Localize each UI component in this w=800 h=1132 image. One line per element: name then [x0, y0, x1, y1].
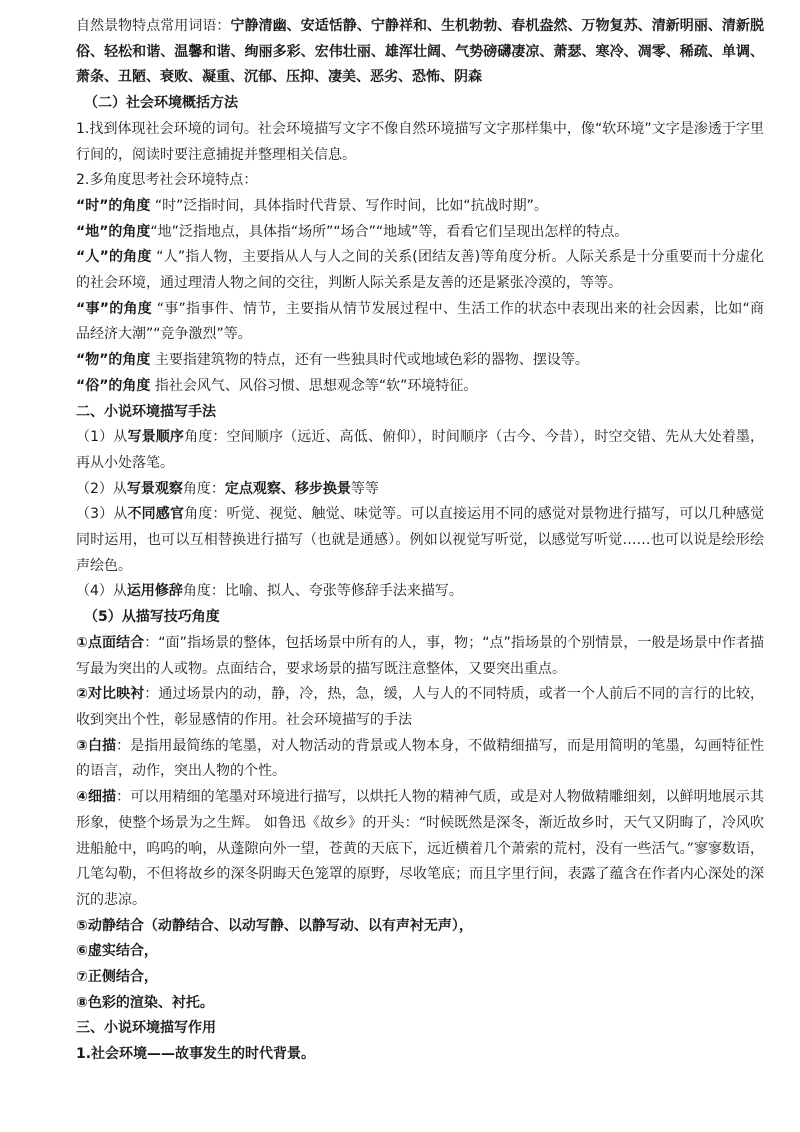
angle-custom-text: 指社会风气、风俗习惯、思想观念等“软”环境特征。	[150, 377, 478, 394]
technique-5-pre: （5）从	[84, 609, 136, 626]
angle-place-label: “地”的角度	[76, 223, 151, 240]
angle-custom-label: “俗”的角度	[76, 377, 151, 394]
technique-3-text: 角度：听觉、视觉、触觉、味觉等。可以直接运用不同的感觉对景物进行描写，可以几种感觉同时运用，也可以互相替换进行描写（也就是通感）。例如以视觉写听觉，以感觉写听觉……也可以说是绘形绘声绘色。	[76, 506, 764, 574]
angle-custom	[76, 374, 764, 400]
effects-heading: 三、小说环境描写作用	[76, 1020, 216, 1037]
technique-4-text: 角度：比喻、拟人、夸张等修辞手法来描写。	[182, 583, 463, 600]
technique-1-key: 写景顺序	[127, 429, 185, 446]
technique-3-pre: （3）从	[76, 506, 128, 523]
technique-2	[76, 477, 764, 503]
angle-event-text: “事”指事件、情节，主要指从情节发展过程中、生活工作的状态中表现出来的社会因素，比如“商品经济大潮”“竞争激烈”等。	[76, 300, 764, 343]
technique-2-text: 等等	[350, 480, 379, 497]
angle-place	[76, 220, 764, 246]
angle-object-text: 主要指建筑物的特点，还有一些独具时代或地域色彩的器物、摆设等。	[150, 352, 589, 369]
technique-1	[76, 425, 764, 476]
technique-item-detail-label: ④细描	[76, 789, 117, 806]
technique-5	[76, 605, 764, 631]
angle-object-label: “物”的角度	[76, 352, 151, 369]
natural-words-list: 宁静清幽、安适恬静、宁静祥和、生机勃勃、春机盎然、万物复苏、清新明丽、清新脱俗、轻松和谐、温馨和谐、绚丽多彩、宏伟壮丽、雄浑壮阔、气势磅礴凄凉、萧瑟、寒冷、凋零、稀疏、单调、萧条、丑陋、衰败、凝重、沉郁、压抑、凄美、恶劣、恐怖、阴森	[76, 18, 765, 86]
technique-item-detail-conclusion: 寥寥数语，几笔勾勒，不但将故乡的深冬阴晦天色笼罩的原野，尽收笔底；而且字里行间，表露了蕴含在作者内心深处的深沉的悲凉。	[76, 840, 765, 908]
technique-3	[76, 502, 764, 579]
technique-item-contrast	[76, 682, 764, 733]
social-method-point-2: 2.多角度思考社会环境特点：	[76, 172, 258, 189]
technique-item-point-area-label: ①点面结合	[76, 634, 145, 651]
technique-2-mid: 角度：	[182, 480, 225, 497]
technique-item-sketch-label: ③白描	[76, 737, 117, 754]
angle-time	[76, 194, 764, 220]
social-method-point-1: 1.找到体现社会环境的词句。社会环境描写文字不像自然环境描写文字那样集中，像“软环境”文字是渗透于字里行间的，阅读时要注意捕捉并整理相关信息。	[76, 120, 764, 163]
angle-time-text: “时”泛指时间，具体指时代背景、写作时间，比如“抗战时期”。	[150, 197, 548, 214]
angle-person	[76, 245, 764, 296]
technique-item-real-virtual: ⑥虚实结合，	[76, 943, 158, 960]
technique-4-key: 运用修辞	[126, 583, 183, 600]
technique-4	[76, 579, 764, 605]
natural-words-label: 自然景物特点常用词语：	[76, 18, 231, 34]
technique-item-direct-indirect: ⑦正侧结合，	[76, 969, 158, 986]
techniques-heading: 二、小说环境描写手法	[76, 403, 216, 420]
technique-item-detail-text: ：可以用精细的笔墨对环境进行描写，以烘托人物的精神气质，或是对人物做精雕细刻，以鲜明地展示其形象，使整个场景为之生辉。	[76, 789, 765, 831]
technique-2-key: 写景观察	[126, 480, 183, 497]
angle-person-text: “人”指人物，主要指从人与人之间的关系(团结友善)等角度分析。人际关系是十分重要而十分虚化的社会环境，通过理清人物之间的交往，判断人际关系是友善的还是紧张冷漠的，等等。	[76, 249, 764, 292]
technique-item-contrast-label: ②对比映衬	[76, 686, 145, 703]
technique-item-color: ⑧色彩的渲染、衬托。	[76, 994, 214, 1011]
technique-2-pre: （2）从	[76, 480, 127, 497]
technique-item-sketch	[76, 734, 764, 785]
technique-item-point-area-text: ：“面”指场景的整体，包括场景中所有的人，事，物；“点”指场景的个别情景，一般是场景中作者描写最为突出的人或物。点面结合，要求场景的描写既注意整体，又要突出重点。	[76, 634, 765, 677]
natural-words-paragraph	[76, 14, 764, 91]
technique-1-pre: （1）从	[76, 429, 128, 446]
technique-item-detail	[76, 785, 764, 914]
technique-1-text: 角度：空间顺序（远近、高低、俯仰），时间顺序（古今、今昔），时空交错、先从大处着墨，再从小处落笔。	[76, 429, 764, 471]
angle-person-label: “人”的角度	[76, 249, 152, 266]
angle-place-text: “地”泛指地点，具体指“场所”“场合”“地域”等，看看它们呈现出怎样的特点。	[150, 223, 629, 240]
effects-point-1: 1.社会环境——故事发生的时代背景。	[76, 1046, 316, 1063]
angle-object	[76, 348, 764, 374]
technique-item-contrast-text: ：通过场景内的动，静，冷，热，急，缓，人与人的不同特质，或者一个人前后不同的言行的比较，收到突出个性，彰显感情的作用。社会环境描写的手法	[76, 686, 765, 728]
technique-3-key: 不同感官	[127, 506, 185, 523]
angle-time-label: “时”的角度	[76, 197, 151, 214]
technique-item-sketch-text: ：是指用最简练的笔墨，对人物活动的背景或人物本身，不做精细描写，而是用简明的笔墨，勾画特征性的语言，动作，突出人物的个性。	[76, 737, 765, 780]
angle-event-label: “事”的角度	[76, 300, 153, 317]
technique-2-key2: 定点观察、移步换景	[224, 480, 351, 497]
technique-4-pre: （4）从	[76, 583, 127, 600]
social-method-heading: （二）社会环境概括方法	[84, 95, 238, 112]
guxiang-quote: 如鲁迅《故乡》的开头：“时候既然是深冬，渐近故乡时，天气又阴晦了，冷风吹进船舱中，呜呜的响，从蓬隙向外一望，苍黄的天底下，远近横着几个萧索的荒村，没有一些活气。”	[76, 814, 765, 857]
technique-item-motion: ⑤动静结合（动静结合、以动写静、以静写动、以有声衬无声），	[76, 917, 473, 934]
technique-5-key: 描写技巧	[135, 609, 192, 626]
angle-event	[76, 297, 764, 348]
technique-item-point-area	[76, 631, 764, 682]
technique-5-text: 角度	[191, 609, 220, 626]
